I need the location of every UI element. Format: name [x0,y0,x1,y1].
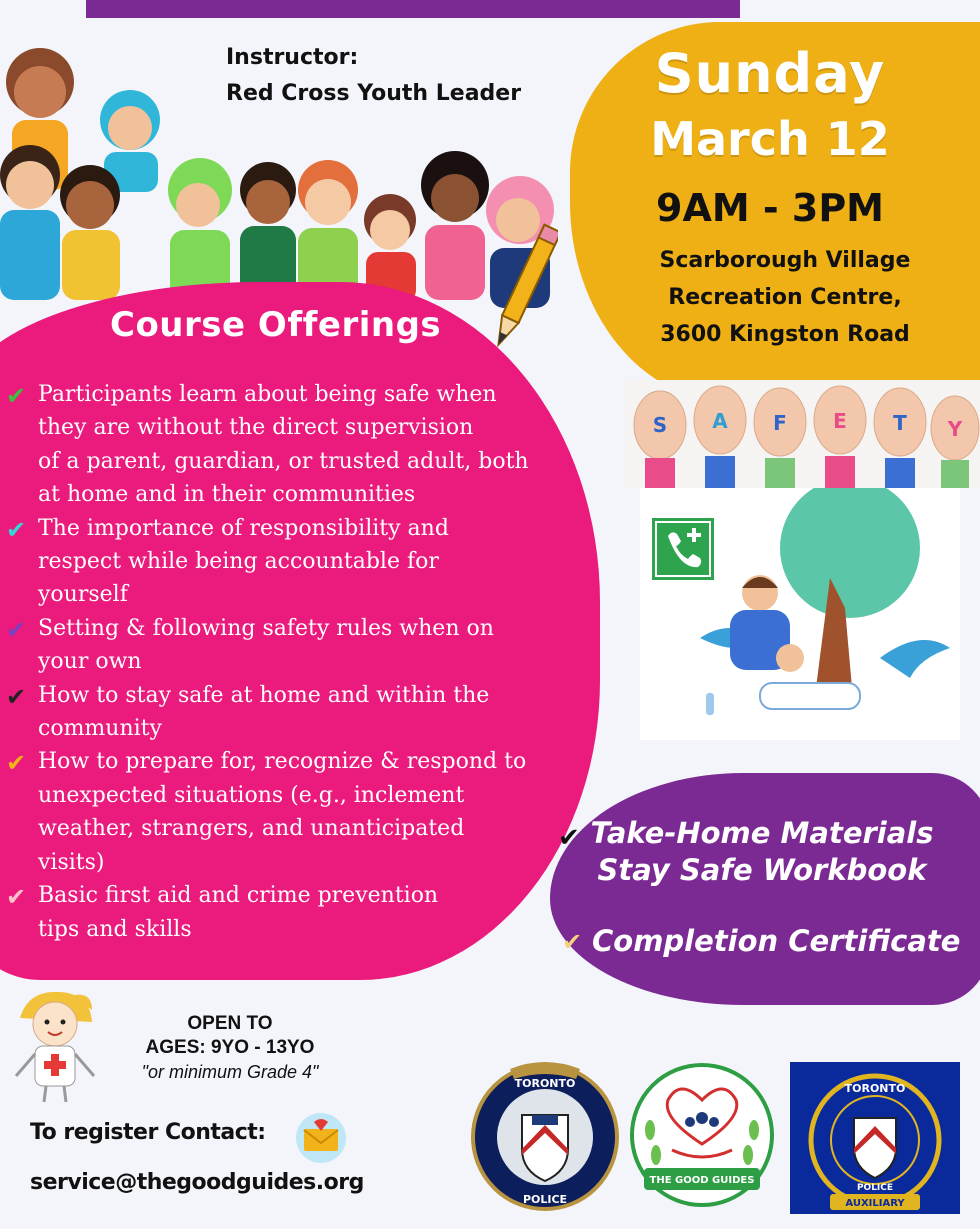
course-offering-item [0,879,600,946]
police-logo-bottom: POLICE [522,1193,568,1206]
event-venue [600,242,970,353]
safety-letter: S [652,413,668,437]
emergency-phone-icon [652,518,714,580]
event-day: Sunday [654,42,886,105]
check-icon: ✔ [6,615,27,644]
course-offering-text: Setting & following safety rules when on your own [38,615,494,675]
event-time: 9AM - 3PM [656,186,884,230]
guides-logo-text: THE GOOD GUIDES [649,1175,755,1186]
course-offering-text: How to stay safe at home and within the community [38,682,490,742]
materials-line: Take-Home Materials [590,816,934,850]
safety-letter: F [773,411,787,435]
eligibility-block [100,1012,360,1084]
aux-logo-bottom: AUXILIARY [845,1198,905,1209]
course-offering-text: Participants learn about being safe when they are without the direct supervision of a parent, guardian, or trusted adult, both at home and in their communities [38,382,529,508]
first-aid-illustration [640,488,960,740]
take-home-materials [562,815,962,889]
aux-logo-mid: POLICE [856,1183,894,1193]
safety-hands-image [625,380,980,488]
course-offering-item [0,745,600,879]
materials-panel [550,773,980,1005]
course-offering-item [0,612,600,679]
mail-icon [290,1112,352,1164]
check-icon: ✔ [6,883,27,912]
nurse-girl-illustration [10,988,100,1106]
toronto-police-logo [470,1055,620,1215]
eligibility-line: OPEN TO [187,1013,273,1034]
good-guides-logo [622,1060,782,1210]
completion-certificate: Completion Certificate [592,924,961,958]
course-offering-item [0,378,600,512]
check-icon: ✔ [562,928,583,956]
check-icon: ✔ [558,823,580,853]
course-offering-text: Basic first aid and crime prevention tips and skills [38,883,439,942]
course-offerings-title: Course Offerings [110,305,442,345]
police-logo-top: TORONTO [514,1077,576,1090]
aux-logo-top: TORONTO [844,1082,906,1095]
course-offering-item [0,512,600,612]
event-date: March 12 [650,112,890,166]
eligibility-minimum: "or minimum Grade 4" [141,1062,319,1082]
check-icon: ✔ [6,382,27,410]
course-offering-item [0,679,600,746]
venue-line: Recreation Centre, [668,285,902,310]
top-banner-strip [86,0,740,18]
police-auxiliary-logo [790,1062,960,1214]
course-offerings-list [0,378,600,946]
safety-letter: T [893,411,907,435]
venue-line: Scarborough Village [659,248,911,273]
materials-line: Stay Safe Workbook [597,853,927,887]
venue-line: 3600 Kingston Road [660,322,910,347]
check-icon: ✔ [6,515,27,544]
safety-letter: E [833,409,847,433]
check-icon: ✔ [6,682,27,711]
register-email-link[interactable]: service@thegoodguides.org [30,1170,364,1195]
safety-letter: Y [947,417,963,441]
instructor-block [226,40,521,112]
check-icon: ✔ [6,749,27,778]
eligibility-ages: AGES: 9YO - 13YO [145,1037,315,1058]
register-label: To register Contact: [30,1120,266,1145]
course-offering-text: How to prepare for, recognize & respond to unexpected situations (e.g., inclement weather, strangers, and unanticipated visits) [38,749,527,875]
instructor-name: Red Cross Youth Leader [226,81,522,106]
pencil-icon [488,222,558,362]
safety-letter: A [712,409,728,433]
instructor-label: Instructor: [226,45,359,70]
course-offering-text: The importance of responsibility and respect while being accountable for yourself [38,515,449,608]
